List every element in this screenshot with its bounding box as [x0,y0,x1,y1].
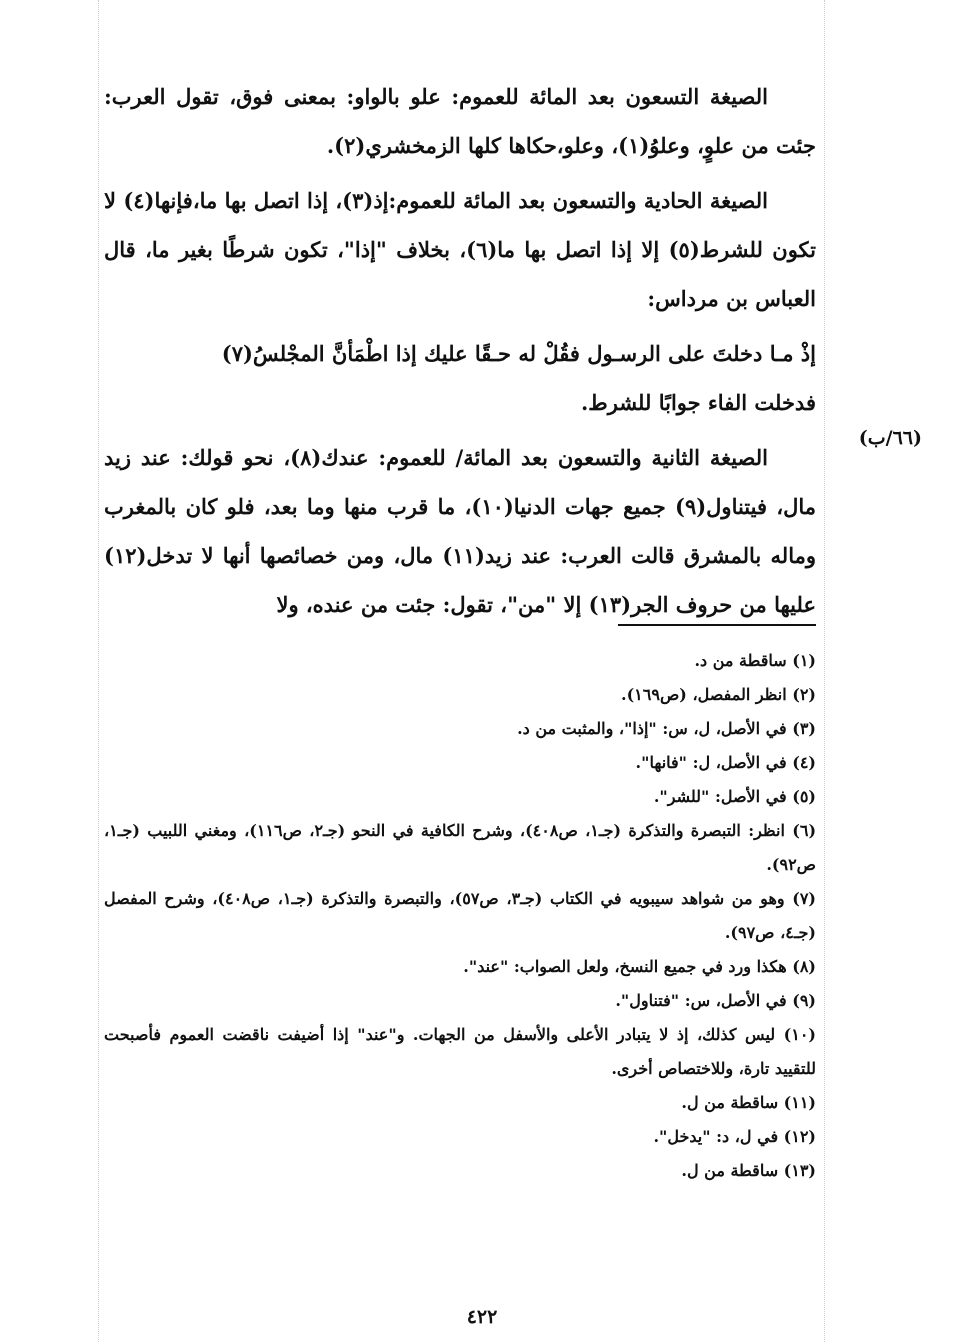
footnote-separator [618,624,816,626]
poetry-verse: إذْ مـا دخلتَ على الرسـول فقُلْ له حـقًا عليك إذا اطْمَأنَّ المجْلسُ(٧) [221,341,816,366]
footnote-3: (٣) في الأصل، ل، س: "إذا"، والمثبت من د. [517,719,816,738]
footnote-7: (٧) وهو من شواهد سيبويه في الكتاب (جـ٣، ص٥٧)، والتبصرة والتذكرة (جـ١، ص٤٠٨)، وشرح المفصل (جـ٤، ص٩٧). [104,889,816,942]
footnote-4: (٤) في الأصل، ل: "فانها". [635,753,816,772]
footnote-1: (١) ساقطة من د. [694,651,816,670]
footnote-5: (٥) في الأصل: "للشر". [653,787,816,806]
margin-folio-reference: (٦٦/ب) [858,427,922,449]
footnote-2: (٢) انظر المفصل، (ص١٦٩). [621,685,816,704]
footnote-13: (١٣) ساقطة من ل. [681,1161,816,1180]
paragraph-after-verse: فدخلت الفاء جوابًا للشرط. [581,390,816,415]
footnote-12: (١٢) في ل، د: "يدخل". [653,1127,816,1146]
paragraph-1: الصيغة التسعون بعد المائة للعموم: علو بالواو: بمعنى فوق، تقول العرب: جئت من علوٍ، وعلوُ(١)، وعلو،حكاها كلها الزمخشري(٢). [104,84,816,158]
footnote-8: (٨) هكذا ورد في جميع النسخ، ولعل الصواب: "عند". [463,957,816,976]
paragraph-3: الصيغة الثانية والتسعون بعد المائة/ للعموم: عندك(٨)، نحو قولك: عند زيد مال، فيتناول(٩) جميع جهات الدنيا(١٠)، ما قرب منها وما بعد، فلو كان بالمغرب وماله بالمشرق قالت العرب: عند زيد(١١) مال، ومن خصائصها أنها لا تدخل(١٢) عليها من حروف الجر(١٣) إلا "من"، تقول: جئت من عنده، ولا [104,445,816,617]
footnote-6: (٦) انظر: التبصرة والتذكرة (جـ١، ص٤٠٨)، وشرح الكافية في النحو (جـ٢، ص١١٦)، ومغني اللبيب (جـ١، ص٩٢). [104,821,817,874]
footnote-10: (١٠) ليس كذلك، إذ لا يتبادر الأعلى والأسفل من الجهات. و"عند" إذا أضيفت ناقضت العموم فأصبحت للتقييد تارة، وللاختصاص أخرى. [104,1025,816,1078]
main-text [104,72,816,635]
footnote-11: (١١) ساقطة من ل. [681,1093,816,1112]
footnote-9: (٩) في الأصل، س: "فتناول". [615,991,816,1010]
page-number: ٤٢٢ [466,1306,498,1328]
right-margin-guide [824,0,825,1342]
paragraph-2: الصيغة الحادية والتسعون بعد المائة للعموم:إذ(٣)، إذا اتصل بها ما،فإنها(٤) لا تكون للشرط(٥) إلا إذا اتصل بها ما(٦)، بخلاف "إذا"، تكون شرطًا بغير ما، قال العباس بن مرداس: [104,188,816,311]
left-margin-guide [98,0,99,1342]
footnotes [104,644,816,1188]
